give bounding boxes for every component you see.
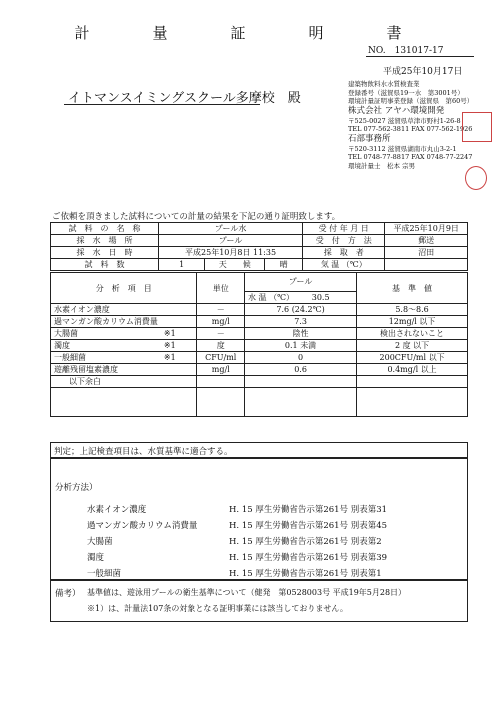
result-value: 0.1 未満 xyxy=(245,340,357,352)
methods-box xyxy=(50,458,468,580)
issuer-block xyxy=(348,80,473,170)
result-item: 遊離残留塩素濃度 xyxy=(51,364,161,376)
remarks-box xyxy=(50,580,468,622)
person-seal-stamp xyxy=(465,166,487,190)
table-row xyxy=(51,340,468,352)
issuer-line: 〒525-0027 滋賀県草津市野村1-26-8 xyxy=(348,116,461,125)
certificate-number: NO. 131017-17 xyxy=(368,46,444,56)
datetime: 平成25年10月8日 11:35 xyxy=(159,247,303,259)
issuer-company: 株式会社 アヤハ環境開発 xyxy=(348,105,445,116)
issuer-line: 〒520-3112 滋賀県湖南市丸山3-2-1 xyxy=(348,144,457,153)
method-ref: H. 15 厚生労働省告示第261号 別表第1 xyxy=(229,569,382,579)
result-unit: mg/l xyxy=(197,316,245,328)
results-table xyxy=(50,272,468,417)
method-item: 一般細菌 xyxy=(87,569,122,579)
methods-title: 分析方法） xyxy=(55,483,98,493)
received-date: 平成25年10月9日 xyxy=(385,223,468,235)
result-note: ※1 xyxy=(161,328,197,340)
table-row xyxy=(51,247,468,259)
result-item: 過マンガン酸カリウム消費量 xyxy=(51,316,161,328)
method-ref: H. 15 厚生労働省告示第261号 別表第2 xyxy=(229,537,382,547)
issuer-line: TEL 077-562-3811 FAX 077-562-1926 xyxy=(348,125,473,133)
table-row xyxy=(51,316,468,328)
issue-date: 平成25年10月17日 xyxy=(383,67,463,77)
sampler-label: 採 取 者 xyxy=(303,247,385,259)
result-note: ※1 xyxy=(161,340,197,352)
result-note xyxy=(161,364,197,376)
result-standard: 2 度 以下 xyxy=(357,340,468,352)
sample-name-label: 試 料 の 名 称 xyxy=(51,223,159,235)
result-standard: 0.4mg/l 以上 xyxy=(357,364,468,376)
result-value xyxy=(245,376,357,388)
result-standard: 5.8～8.6 xyxy=(357,304,468,316)
issuer-line: 登録番号（滋賀県19一水 第3001号） xyxy=(348,88,464,97)
issuer-line: 環境計量証明事業登録（滋賀県 第60号） xyxy=(348,97,474,105)
weather: 晴 xyxy=(265,259,303,271)
table-row xyxy=(51,223,468,235)
header-watertemp-label: 水 温 （℃） xyxy=(245,291,309,303)
issuer-line: 環境計量士 松本 宗男 xyxy=(348,161,416,170)
addressee: イトマンスイミングスクール多摩校 殿 xyxy=(68,91,301,106)
remark-line: ※1）は、計量法107条の対象となる証明事業には該当しておりません。 xyxy=(87,604,348,613)
result-note xyxy=(161,376,197,388)
result-item: 濁度 xyxy=(51,340,161,352)
result-standard: 12mg/l 以下 xyxy=(357,316,468,328)
intro-text: ご依頼を頂きました試料についての計量の結果を下記の通り証明致します。 xyxy=(52,212,341,222)
result-item-blank-note: 以下余白 xyxy=(51,376,161,388)
remark-line: 基準値は、遊泳用プールの衛生基準について（健発 第0528003号 平成19年5月28日） xyxy=(87,588,407,597)
header-sample: プール xyxy=(245,273,357,292)
issuer-line: TEL 0748-77-8817 FAX 0748-77-2247 xyxy=(348,153,473,161)
count-label: 試 料 数 xyxy=(51,259,159,271)
result-value: 7.6 (24.2℃) xyxy=(245,304,357,316)
datetime-label: 採 水 日 時 xyxy=(51,247,159,259)
result-note xyxy=(161,304,197,316)
table-row xyxy=(51,259,468,271)
method-item: 濁度 xyxy=(87,553,105,563)
method-ref: H. 15 厚生労働省告示第261号 別表第31 xyxy=(229,505,388,515)
method-item: 大腸菌 xyxy=(87,537,113,547)
table-row-empty xyxy=(51,388,468,417)
place: プール xyxy=(159,235,303,247)
result-item: 一般細菌 xyxy=(51,352,161,364)
header-item: 分 析 項 目 xyxy=(51,273,197,304)
sample-name: プール水 xyxy=(159,223,303,235)
header-unit: 単位 xyxy=(197,273,245,304)
sample-info-table xyxy=(50,222,468,271)
result-note: ※1 xyxy=(161,352,197,364)
table-row xyxy=(51,364,468,376)
result-unit: 度 xyxy=(197,340,245,352)
method-ref: H. 15 厚生労働省告示第261号 別表第45 xyxy=(229,521,388,531)
issuer-office: 石部事務所 xyxy=(348,133,391,144)
method-label: 受 付 方 法 xyxy=(303,235,385,247)
table-row xyxy=(51,304,468,316)
result-unit xyxy=(197,376,245,388)
certificate-number-underline xyxy=(366,56,474,57)
method-item: 水素イオン濃度 xyxy=(87,505,147,515)
result-value: 0 xyxy=(245,352,357,364)
result-unit: － xyxy=(197,304,245,316)
result-unit: CFU/ml xyxy=(197,352,245,364)
result-standard xyxy=(357,376,468,388)
remarks-label: 備考） xyxy=(55,589,81,599)
table-row xyxy=(51,328,468,340)
count: 1 xyxy=(159,259,205,271)
result-standard: 検出されないこと xyxy=(357,328,468,340)
judgement-text: 判定；上記検査項目は、水質基準に適合する。 xyxy=(54,447,233,457)
table-row xyxy=(51,376,468,388)
addressee-underline xyxy=(64,104,260,105)
company-seal-stamp xyxy=(462,112,492,142)
result-item: 大腸菌 xyxy=(51,328,161,340)
result-value: 0.6 xyxy=(245,364,357,376)
weather-label: 天 候 xyxy=(205,259,265,271)
header-watertemp: 30.5 xyxy=(309,291,357,303)
method-item: 過マンガン酸カリウム消費量 xyxy=(87,521,198,531)
judgement-box xyxy=(50,442,468,458)
table-row xyxy=(51,235,468,247)
result-note xyxy=(161,316,197,328)
temp xyxy=(385,259,468,271)
method-ref: H. 15 厚生労働省告示第261号 別表第39 xyxy=(229,553,388,563)
table-row xyxy=(51,352,468,364)
result-unit: － xyxy=(197,328,245,340)
result-value: 7.3 xyxy=(245,316,357,328)
result-item: 水素イオン濃度 xyxy=(51,304,161,316)
method: 郵送 xyxy=(385,235,468,247)
temp-label: 気 温 （℃） xyxy=(303,259,385,271)
result-unit: mg/l xyxy=(197,364,245,376)
result-standard: 200CFU/ml 以下 xyxy=(357,352,468,364)
sampler: 沼田 xyxy=(385,247,468,259)
result-value: 陰性 xyxy=(245,328,357,340)
header-standard: 基 準 値 xyxy=(357,273,468,304)
issuer-line: 建築物飲料水水質検査業 xyxy=(348,80,420,88)
document-title: 計 量 証 明 書 xyxy=(74,24,426,42)
place-label: 採 水 場 所 xyxy=(51,235,159,247)
results-header-row xyxy=(51,273,468,292)
received-date-label: 受 付 年 月 日 xyxy=(303,223,385,235)
